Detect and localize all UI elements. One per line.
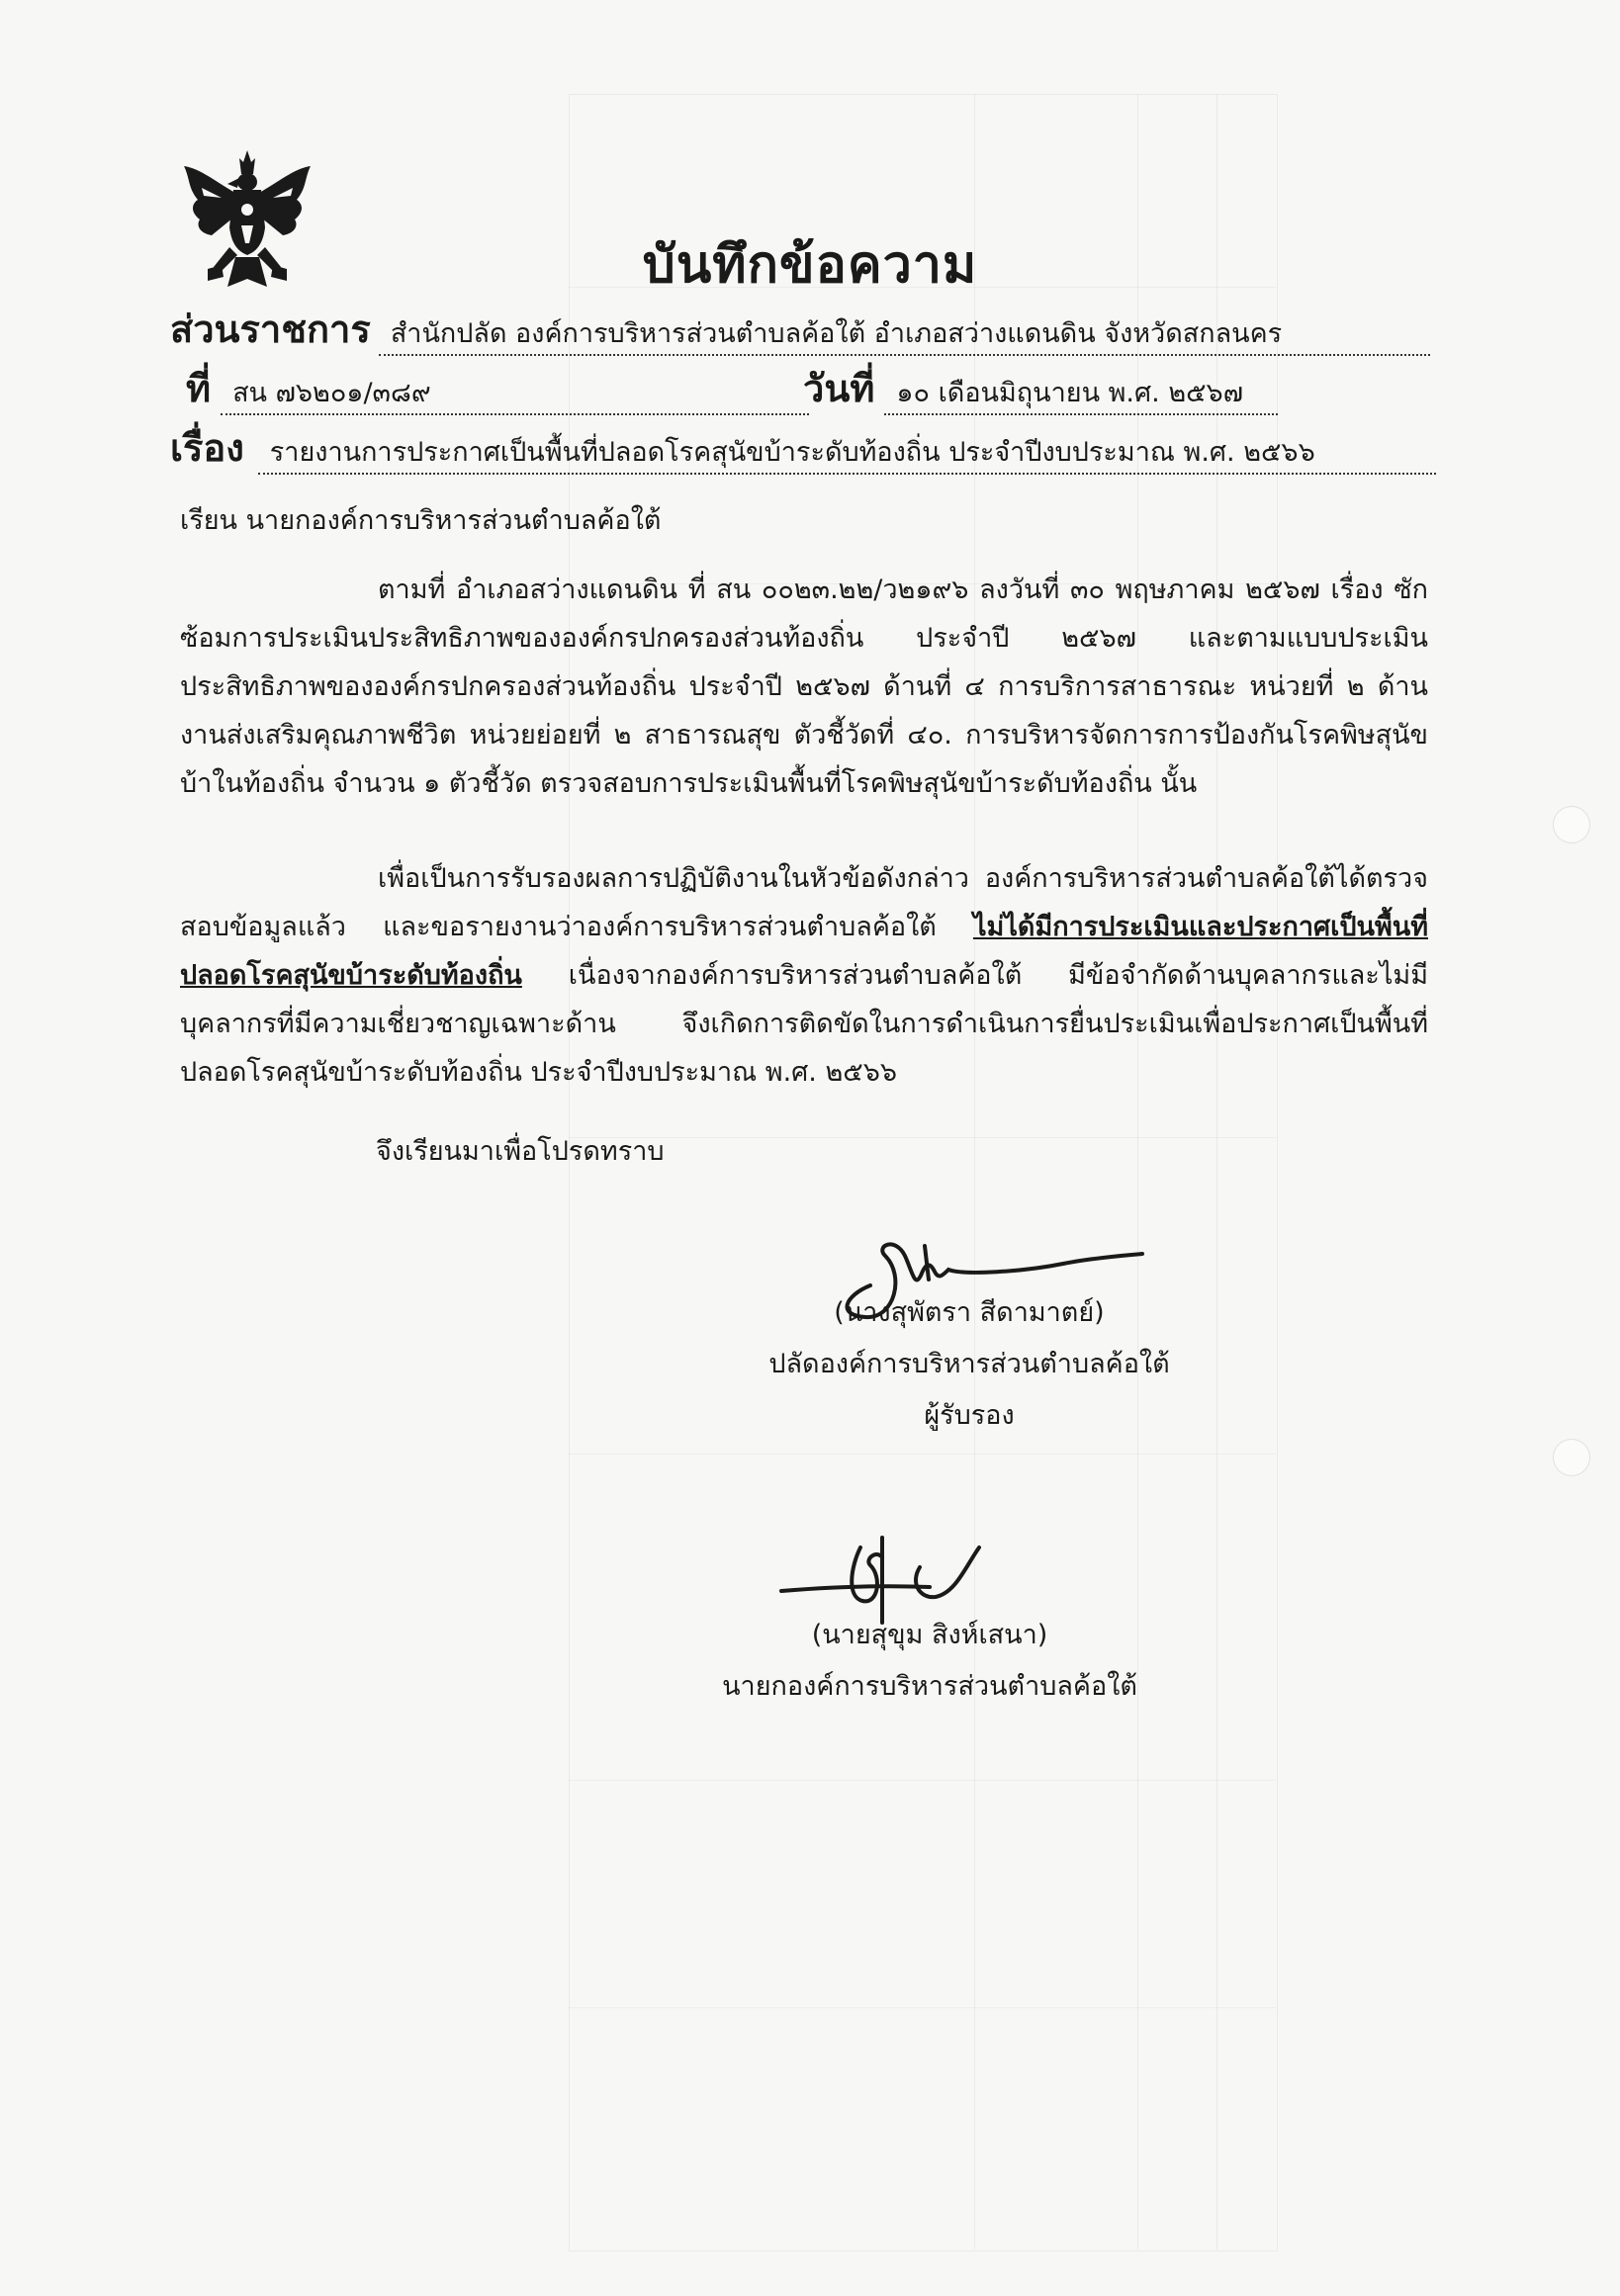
signer-2-position: นายกองค์การบริหารส่วนตำบลค้อใต้ [722,1671,1137,1702]
paragraph-2-text [180,854,1428,1097]
agency-row [170,299,1430,359]
paragraph-2-emphasis: ไม่ได้มีการประเมินและประกาศเป็นพื้นที่ปลอดโรคสุนัขบ้าระดับท้องถิ่น [180,912,1428,991]
agency-value: สำนักปลัด องค์การบริหารส่วนตำบลค้อใต้ อำเภอสว่างแดนดิน จังหวัดสกลนคร [379,314,1430,356]
signer-1-role: ผู้รับรอง [924,1400,1015,1431]
paragraph-2-part-b: เนื่องจากองค์การบริหารส่วนตำบลค้อใต้ มีข้อจำกัดด้านบุคลากรและไม่มีบุคลากรที่มีความเชี่ยวชาญเฉพาะด้าน จึงเกิดการติดขัดในการดำเนินการยื่นประเมินเพื่อประกาศเป็นพื้นที่ปลอดโรคสุนัขบ้าระดับท้องถิ่น ประจำปีงบประมาณ พ.ศ. ๒๕๖๖ [180,960,1428,1088]
show-through-line [569,1137,1276,1138]
paragraph-1-text: ตามที่ อำเภอสว่างแดนดิน ที่ สน ๐๐๒๓.๒๒/ว๒๑๙๖ ลงวันที่ ๓๐ พฤษภาคม ๒๕๖๗ เรื่อง ซักซ้อมการประเมินประสิทธิภาพขององค์กรปกครองส่วนท้องถิ่น ประจำปี ๒๕๖๗ และตามแบบประเมินประสิทธิภาพขององค์กรปกครองส่วนท้องถิ่น ประจำปี ๒๕๖๗ ด้านที่ ๔ การบริการสาธารณะ หน่วยที่ ๒ ด้านงานส่งเสริมคุณภาพชีวิต หน่วยย่อยที่ ๒ สาธารณสุข ตัวชี้วัดที่ ๔๐. การบริหารจัดการการป้องกันโรคพิษสุนัขบ้าในท้องถิ่น จำนวน ๑ ตัวชี้วัด ตรวจสอบการประเมินพื้นที่โรคพิษสุนัขบ้าระดับท้องถิ่น นั้น [180,574,1428,799]
date-value: ๑๐ เดือนมิถุนายน พ.ศ. ๒๕๖๗ [884,374,1278,415]
signer-1-block [692,1287,1246,1442]
show-through-line [569,1780,1276,1781]
signer-1-position: ปลัดองค์การบริหารส่วนตำบลค้อใต้ [768,1349,1170,1379]
closing-line: จึงเรียนมาเพื่อโปรดทราบ [376,1136,665,1167]
punch-hole [1553,806,1590,843]
signer-2-block [673,1610,1187,1713]
subject-value: รายงานการประกาศเป็นพื้นที่ปลอดโรคสุนัขบ้าระดับท้องถิ่น ประจำปีงบประมาณ พ.ศ. ๒๕๖๖ [258,433,1436,475]
body-paragraph-1 [180,566,1428,808]
body-paragraph-2 [180,854,1428,1097]
signer-1-name: (นางสุพัตรา สีดามาตย์) [834,1297,1105,1328]
show-through-line [569,2007,1276,2008]
date-row [803,358,1278,418]
salutation: เรียน นายกองค์การบริหารส่วนตำบลค้อใต้ [180,505,662,536]
signer-2-name: (นายสุขุม สิงห์เสนา) [811,1620,1048,1650]
date-label: วันที่ [803,367,875,410]
subject-row [170,417,1436,478]
reference-value: สน ๗๖๒๐๑/๓๘๙ [221,374,809,415]
show-through-line [569,1454,1276,1455]
paragraph-2-part-a: เพื่อเป็นการรับรองผลการปฏิบัติงานในหัวข้อดังกล่าว องค์การบริหารส่วนตำบลค้อใต้ได้ตรวจสอบข้อมูลแล้ว และขอรายงานว่าองค์การบริหารส่วนตำบลค้อใต้ [180,863,1428,942]
agency-label: ส่วนราชการ [170,308,371,351]
punch-hole [1553,1439,1590,1476]
subject-label: เรื่อง [170,426,244,470]
reference-label: ที่ [186,367,212,410]
reference-row [186,358,809,418]
document-title: บันทึกข้อความ [642,235,978,295]
